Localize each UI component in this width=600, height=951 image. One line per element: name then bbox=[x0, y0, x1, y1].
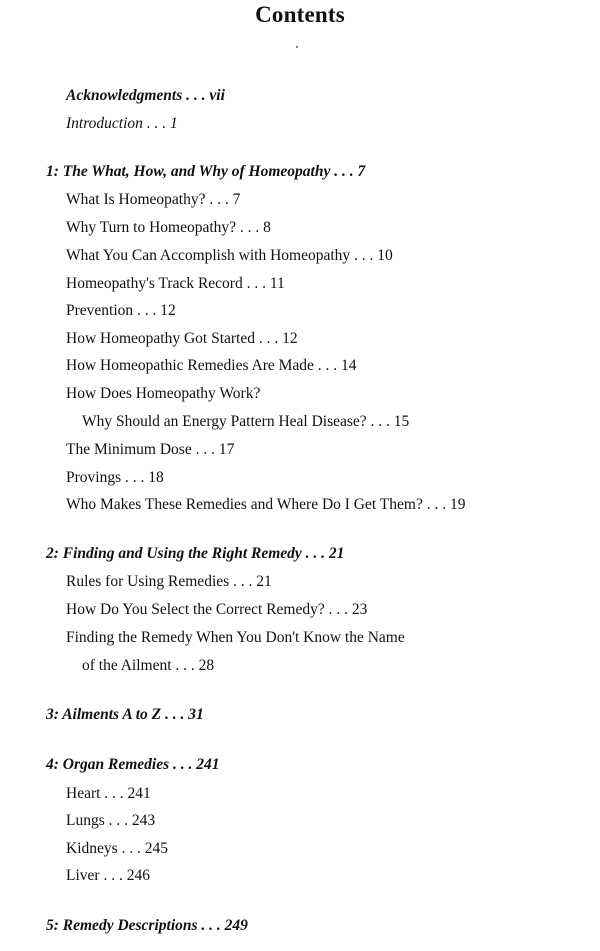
toc-chapter-entry: 5: Remedy Descriptions . . . 249 bbox=[46, 917, 248, 934]
toc-section-entry: Who Makes These Remedies and Where Do I Get Them? . . . 19 bbox=[66, 496, 466, 513]
page-title: Contents bbox=[255, 2, 345, 27]
toc-section-entry-continued: Why Should an Energy Pattern Heal Disease? . . . 15 bbox=[82, 413, 410, 430]
toc-chapter-entry: 2: Finding and Using the Right Remedy . . . 21 bbox=[46, 545, 345, 562]
toc-section-entry: Rules for Using Remedies . . . 21 bbox=[66, 573, 272, 590]
toc-section-entry-continued: of the Ailment . . . 28 bbox=[82, 657, 215, 674]
toc-section-entry: Provings . . . 18 bbox=[66, 469, 164, 486]
toc-chapter-entry: 4: Organ Remedies . . . 241 bbox=[46, 756, 220, 773]
toc-section-entry: How Homeopathy Got Started . . . 12 bbox=[66, 330, 298, 347]
toc-section-entry: Liver . . . 246 bbox=[66, 867, 150, 884]
toc-section-entry: Finding the Remedy When You Don't Know the Name bbox=[66, 629, 405, 646]
toc-section-entry: Lungs . . . 243 bbox=[66, 812, 156, 829]
toc-chapter-entry: 3: Ailments A to Z . . . 31 bbox=[46, 706, 204, 723]
toc-section-entry: What You Can Accomplish with Homeopathy . . . 10 bbox=[66, 247, 393, 264]
toc-section-entry: Why Turn to Homeopathy? . . . 8 bbox=[66, 219, 271, 236]
toc-section-entry: How Does Homeopathy Work? bbox=[66, 385, 261, 402]
toc-front-matter-entry: Introduction . . . 1 bbox=[66, 115, 178, 132]
toc-front-matter-entry: Acknowledgments . . . vii bbox=[66, 87, 225, 104]
decorative-dot bbox=[296, 46, 298, 48]
toc-section-entry: Homeopathy's Track Record . . . 11 bbox=[66, 275, 285, 292]
toc-section-entry: The Minimum Dose . . . 17 bbox=[66, 441, 235, 458]
toc-section-entry: How Do You Select the Correct Remedy? . . . 23 bbox=[66, 601, 368, 618]
toc-section-entry: What Is Homeopathy? . . . 7 bbox=[66, 191, 241, 208]
toc-section-entry: Prevention . . . 12 bbox=[66, 302, 176, 319]
toc-section-entry: Heart . . . 241 bbox=[66, 785, 151, 802]
toc-chapter-entry: 1: The What, How, and Why of Homeopathy . . . 7 bbox=[46, 163, 366, 180]
toc-section-entry: Kidneys . . . 245 bbox=[66, 840, 169, 857]
toc-section-entry: How Homeopathic Remedies Are Made . . . 14 bbox=[66, 357, 357, 374]
